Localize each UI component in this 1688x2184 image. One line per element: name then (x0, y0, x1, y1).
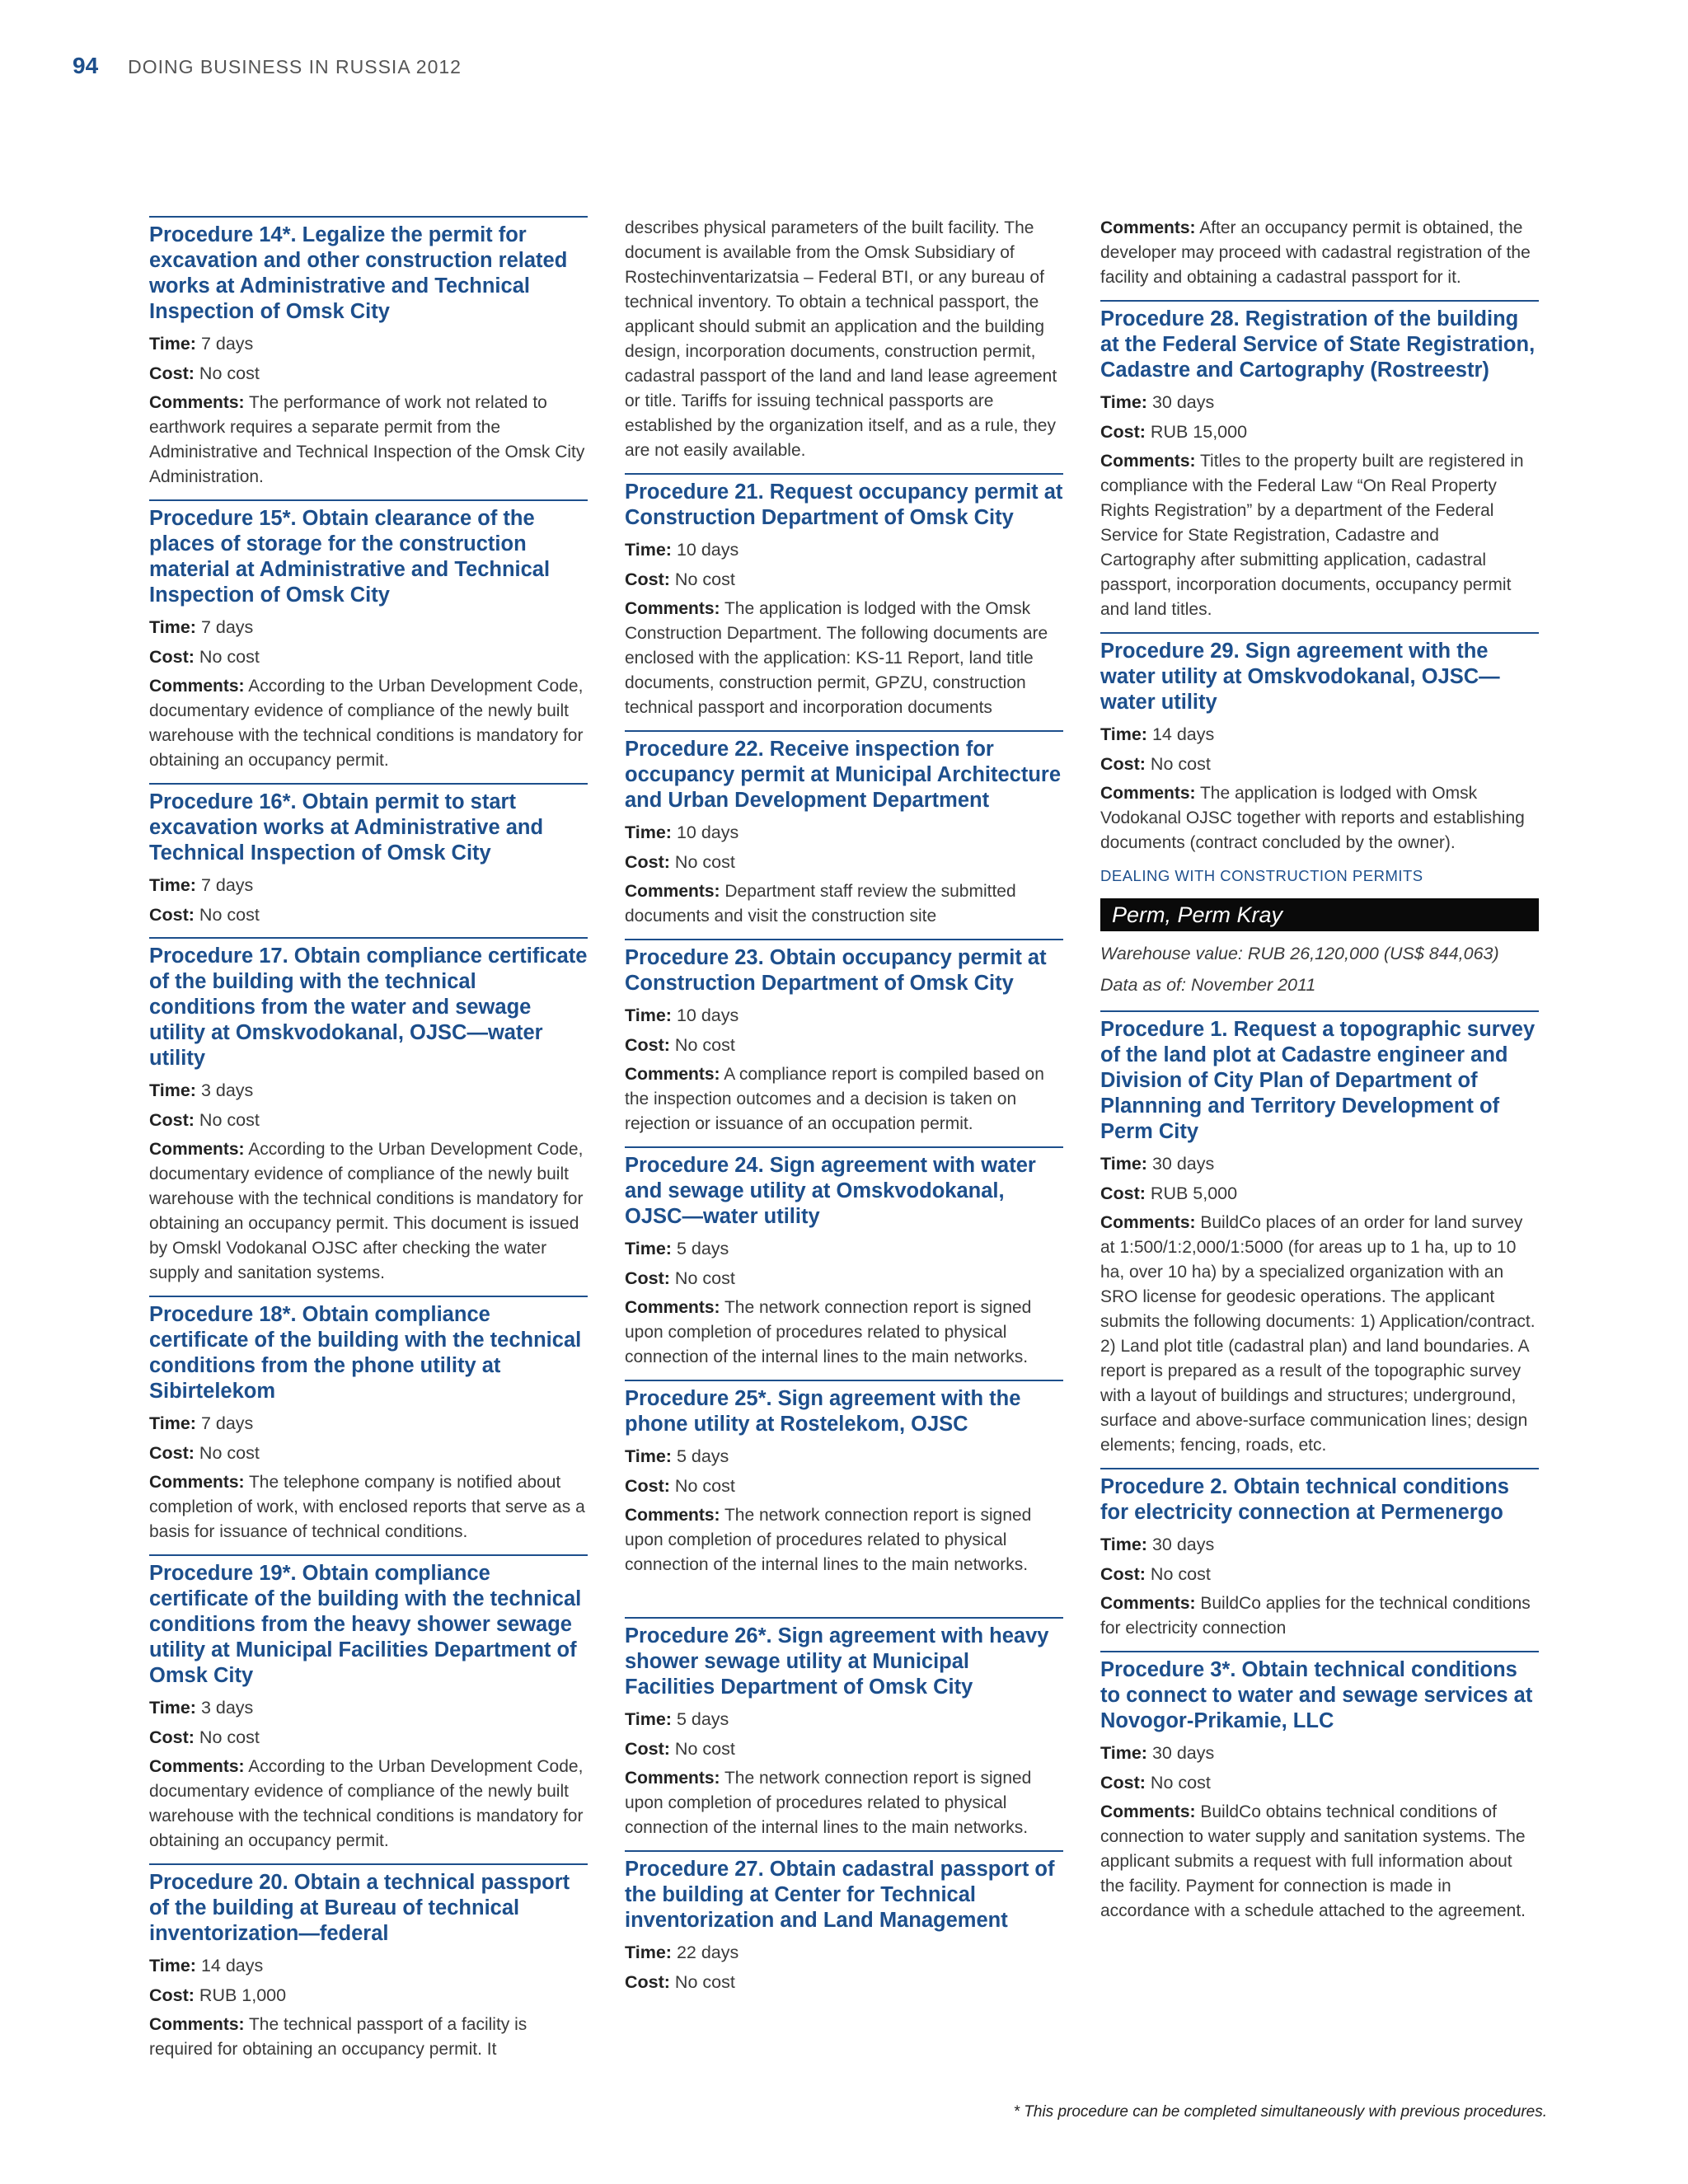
procedure-time-label: Time: (1100, 1154, 1147, 1174)
procedure-title: Procedure 27. Obtain cadastral passport of the building at Center for Technical inventorization and Land Management (625, 1858, 1055, 1932)
procedure-cost-label: Cost: (149, 905, 195, 925)
procedure-comments-label: Comments: (1100, 784, 1196, 803)
procedure-cost-value: No cost (674, 1476, 735, 1496)
procedure-comments-value: According to the Urban Development Code, documentary evidence of compliance of the newly built warehouse with the technical conditions is mandatory for obtaining an occupancy permit. (149, 677, 584, 770)
procedure-comments (1100, 781, 1539, 855)
procedure-time-label: Time: (625, 1239, 672, 1258)
procedure-cost (149, 644, 588, 669)
procedure-time-value: 14 days (1151, 724, 1215, 744)
procedure-comments-label: Comments: (1100, 452, 1196, 471)
procedure-block (625, 473, 1063, 720)
procedure-cost-value: No cost (674, 1035, 735, 1055)
procedure-block (625, 1617, 1063, 1840)
procedure-time (149, 1411, 588, 1436)
procedure-comments (1100, 1211, 1539, 1458)
procedure-block (1100, 632, 1539, 855)
procedure-comments (149, 1137, 588, 1286)
procedure-time-label: Time: (625, 1943, 672, 1962)
procedure-cost (1100, 752, 1539, 776)
procedure-cost-value: No cost (674, 1268, 735, 1288)
procedure-time (625, 537, 1063, 562)
comments-label: Comments: (1100, 218, 1196, 237)
procedure-time-value: 5 days (676, 1239, 729, 1258)
procedure-time (149, 331, 588, 356)
procedure-comments (625, 1062, 1063, 1137)
data-as-of: Data as of: November 2011 (1100, 975, 1316, 995)
procedure-comments (1100, 1591, 1539, 1641)
column-2 (625, 216, 1063, 2004)
procedure-block (149, 216, 588, 490)
footnote: * This procedure can be completed simultaneously with previous procedures. (1013, 2103, 1547, 2121)
procedure-comments (625, 1296, 1063, 1370)
procedure-comments-label: Comments: (1100, 1213, 1196, 1232)
procedure-cost-label: Cost: (149, 1985, 195, 2005)
procedure-cost-label: Cost: (1100, 1183, 1146, 1203)
procedure-block (149, 783, 588, 927)
procedure-cost-label: Cost: (1100, 1564, 1146, 1584)
procedure-title: Procedure 22. Receive inspection for occupancy permit at Municipal Architecture and Urban Development Department (625, 738, 1062, 812)
procedure-cost-label: Cost: (1100, 422, 1146, 442)
procedure-comments-label: Comments: (625, 1065, 720, 1084)
procedure-cost-value: No cost (199, 1727, 260, 1747)
procedure-comments-value: The network connection report is signed upon completion of procedures related to physical connection of the internal lines to the main networks. (625, 1506, 1032, 1574)
procedure-time-value: 7 days (200, 617, 254, 637)
procedure-time (149, 1953, 588, 1978)
warehouse-value: Warehouse value: RUB 26,120,000 (US$ 844,063) (1100, 944, 1499, 963)
procedure-cost-value: No cost (199, 1110, 260, 1130)
procedure-title: Procedure 26*. Sign agreement with heavy shower sewage utility at Municipal Facilities Department of Omsk City (625, 1624, 1049, 1699)
procedure-time-label: Time: (1100, 1743, 1147, 1763)
procedure-cost-value: No cost (674, 569, 735, 589)
procedure-comments-value: The network connection report is signed upon completion of procedures related to physical connection of the internal lines to the main networks. (625, 1298, 1032, 1366)
procedure-cost-label: Cost: (149, 363, 195, 383)
procedure-title: Procedure 25*. Sign agreement with the phone utility at Rostelekom, OJSC (625, 1387, 1021, 1436)
procedure-title: Procedure 18*. Obtain compliance certificate of the building with the technical conditions from the phone utility at Sibirtelekom (149, 1303, 582, 1403)
procedure-cost-value: No cost (199, 647, 260, 667)
column-1 (149, 216, 588, 2072)
procedure-cost (625, 1970, 1063, 1994)
procedure-time-label: Time: (149, 1698, 196, 1718)
procedure-time-label: Time: (149, 617, 196, 637)
procedure-time (625, 820, 1063, 845)
procedure-block (625, 1850, 1063, 1994)
procedure-comments (625, 879, 1063, 929)
procedure-block (625, 1146, 1063, 1370)
procedure-cost-value: RUB 1,000 (199, 1985, 287, 2005)
procedure-time (625, 1236, 1063, 1261)
procedure-time-value: 7 days (200, 1413, 254, 1433)
continued-comments (1100, 216, 1539, 290)
procedure-time-value: 30 days (1151, 1743, 1215, 1763)
procedure-title: Procedure 1. Request a topographic survey of the land plot at Cadastre engineer and Division of City Plan of Department of Plannning and Territory Development of Perm City (1100, 1018, 1536, 1143)
procedure-comments-label: Comments: (1100, 1802, 1196, 1821)
procedure-time-value: 10 days (676, 823, 739, 842)
procedure-block (625, 730, 1063, 929)
procedure-time-label: Time: (625, 1446, 672, 1466)
procedure-cost (149, 1441, 588, 1465)
procedure-comments-label: Comments: (149, 1473, 245, 1492)
procedure-cost-label: Cost: (625, 1035, 670, 1055)
column-gap (625, 1587, 1063, 1617)
procedure-comments-label: Comments: (625, 1506, 720, 1525)
procedure-cost-value: No cost (1150, 1773, 1211, 1793)
procedure-time (625, 1444, 1063, 1469)
procedure-title: Procedure 21. Request occupancy permit at Construction Department of Omsk City (625, 480, 1063, 529)
procedure-block (625, 1380, 1063, 1577)
procedure-cost-value: RUB 15,000 (1150, 422, 1248, 442)
procedure-cost (625, 1736, 1063, 1761)
procedure-block (1100, 1010, 1539, 1458)
procedure-block (149, 937, 588, 1286)
procedure-time-label: Time: (149, 334, 196, 354)
procedure-comments-value: The performance of work not related to earthwork requires a separate permit from the Administrative and Technical Inspection of the Omsk City Administration. (149, 393, 585, 486)
procedure-cost (625, 1033, 1063, 1057)
procedure-cost-label: Cost: (149, 647, 195, 667)
procedure-comments-value: Titles to the property built are registered in compliance with the Federal Law “On Real Property Rights Registration” by a department of the Federal Service for State Registration, Cadastre and Cartography after submitting application, cadastral passport, incorporation documents, occupancy permit and land titles. (1100, 452, 1524, 619)
procedure-cost-label: Cost: (625, 569, 670, 589)
procedure-time-value: 30 days (1151, 392, 1215, 412)
procedure-comments-label: Comments: (625, 1769, 720, 1788)
procedure-comments-value: BuildCo applies for the technical conditions for electricity connection (1100, 1594, 1531, 1638)
procedure-time (625, 1940, 1063, 1965)
procedure-cost-value: RUB 5,000 (1150, 1183, 1238, 1203)
procedure-title: Procedure 3*. Obtain technical conditions to connect to water and sewage services at Novogor-Prikamie, LLC (1100, 1658, 1533, 1732)
procedure-time (149, 1078, 588, 1103)
procedure-time (1100, 390, 1539, 415)
procedure-title: Procedure 15*. Obtain clearance of the places of storage for the construction material at Administrative and Technical Inspection of Omsk City (149, 507, 551, 607)
page-number: 94 (73, 53, 99, 78)
procedure-title: Procedure 14*. Legalize the permit for excavation and other construction related works at Administrative and Technical Inspection of Omsk City (149, 223, 568, 323)
city-banner: Perm, Perm Kray (1100, 898, 1539, 931)
procedure-cost-label: Cost: (149, 1443, 195, 1463)
procedure-block (149, 1296, 588, 1544)
procedure-cost-value: No cost (1150, 1564, 1211, 1584)
procedure-time (1100, 722, 1539, 747)
procedure-time (1100, 1741, 1539, 1765)
procedure-time (625, 1707, 1063, 1732)
procedure-title: Procedure 28. Registration of the building at the Federal Service of State Registration, Cadastre and Cartography (Rostreestr) (1100, 307, 1536, 382)
procedure-time-label: Time: (1100, 392, 1147, 412)
procedure-comments-label: Comments: (149, 1140, 245, 1159)
procedure-time-value: 5 days (676, 1446, 729, 1466)
procedure-cost-value: No cost (674, 1972, 735, 1992)
column-3 (1100, 216, 1539, 1933)
procedure-cost (1100, 1181, 1539, 1206)
procedure-block (149, 1554, 588, 1854)
procedure-cost-value: No cost (674, 852, 735, 872)
procedure-cost-label: Cost: (625, 852, 670, 872)
procedure-title: Procedure 24. Sign agreement with water and sewage utility at Omskvodokanal, OJSC—water utility (625, 1154, 1036, 1228)
procedure-cost (149, 1725, 588, 1750)
procedure-title: Procedure 19*. Obtain compliance certificate of the building with the technical conditions from the heavy shower sewage utility at Municipal Facilities Department of Omsk City (149, 1562, 582, 1687)
procedure-cost-value: No cost (1150, 754, 1211, 774)
procedure-time (1100, 1151, 1539, 1176)
procedure-cost-label: Cost: (625, 1972, 670, 1992)
procedure-comments-label: Comments: (149, 1757, 245, 1776)
procedure-cost (625, 567, 1063, 592)
procedure-cost-value: No cost (199, 363, 260, 383)
procedure-comments-value: A compliance report is compiled based on the inspection outcomes and a decision is taken on rejection or issuance of an occupation permit. (625, 1065, 1044, 1133)
procedure-comments-value: BuildCo obtains technical conditions of connection to water supply and sanitation systems. The applicant submits a request with full information about the facility. Payment for connection is made in accordance with a schedule attached to the agreement. (1100, 1802, 1526, 1920)
procedure-time (149, 873, 588, 898)
procedure-cost-label: Cost: (625, 1268, 670, 1288)
procedure-block (1100, 300, 1539, 622)
procedure-time-value: 30 days (1151, 1535, 1215, 1554)
procedure-cost-label: Cost: (1100, 754, 1146, 774)
procedure-comments-value: The application is lodged with the Omsk Construction Department. The following documents are enclosed with the application: KS-11 Report, land title documents, construction permit, GPZU, construction technical passport and incorporation documents (625, 599, 1048, 717)
procedure-comments-value: Department staff review the submitted documents and visit the construction site (625, 882, 1016, 926)
procedure-comments-value: The application is lodged with Omsk Vodokanal OJSC together with reports and establishing documents (contract concluded by the owner). (1100, 784, 1525, 852)
running-title: DOING BUSINESS IN RUSSIA 2012 (128, 56, 462, 77)
procedure-cost (625, 1266, 1063, 1291)
procedure-cost (149, 361, 588, 386)
procedure-time-label: Time: (625, 1709, 672, 1729)
procedure-cost-value: No cost (199, 905, 260, 925)
procedure-cost-label: Cost: (625, 1739, 670, 1759)
procedure-time (149, 1695, 588, 1720)
procedure-comments (149, 674, 588, 773)
procedure-time-label: Time: (149, 1413, 196, 1433)
procedure-time-label: Time: (625, 1005, 672, 1025)
procedure-time-label: Time: (625, 540, 672, 560)
procedure-time-value: 30 days (1151, 1154, 1215, 1174)
procedure-comments-value: According to the Urban Development Code, documentary evidence of compliance of the newly built warehouse with the technical conditions is mandatory for obtaining an occupancy permit. This document is issued by Omskl Vodokanal OJSC after checking the water supply and sanitation systems. (149, 1140, 584, 1282)
procedure-block (625, 939, 1063, 1137)
procedure-block (1100, 1468, 1539, 1641)
procedure-comments (149, 1755, 588, 1854)
procedure-time-label: Time: (149, 1956, 196, 1975)
procedure-cost-label: Cost: (625, 1476, 670, 1496)
procedure-comments-label: Comments: (625, 882, 720, 901)
procedure-comments (625, 1766, 1063, 1840)
procedure-comments-label: Comments: (625, 599, 720, 618)
procedure-comments (1100, 1800, 1539, 1924)
procedure-cost-value: No cost (199, 1443, 260, 1463)
procedure-cost-label: Cost: (1100, 1773, 1146, 1793)
procedure-time-label: Time: (625, 823, 672, 842)
procedure-comments-value: The technical passport of a facility is required for obtaining an occupancy permit. It (149, 2015, 528, 2059)
section-label: DEALING WITH CONSTRUCTION PERMITS (1100, 867, 1423, 884)
procedure-title: Procedure 20. Obtain a technical passport of the building at Bureau of technical inventorization—federal (149, 1871, 570, 1945)
procedure-comments (149, 2013, 588, 2062)
procedure-time (625, 1003, 1063, 1028)
procedure-time-label: Time: (1100, 724, 1147, 744)
procedure-time-label: Time: (149, 1080, 196, 1100)
procedure-comments-value: The network connection report is signed upon completion of procedures related to physical connection of the internal lines to the main networks. (625, 1769, 1032, 1837)
procedure-comments-label: Comments: (149, 677, 245, 696)
procedure-comments-value: BuildCo places of an order for land survey at 1:500/1:2,000/1:5000 (for areas up to 1 ha, up to 10 ha, over 10 ha) by a specialized organization with an SRO license for geodesic operations. The applicant submits the following documents: 1) Application/contract. 2) Land plot title (cadastral plan) and land boundaries. A report is prepared as a result of the topographic survey with a layout of buildings and structures; underground, surface and above-surface communication lines; design elements; fencing, roads, etc. (1100, 1213, 1536, 1455)
procedure-title: Procedure 23. Obtain occupancy permit at Construction Department of Omsk City (625, 946, 1047, 995)
procedure-time-value: 5 days (676, 1709, 729, 1729)
procedure-title: Procedure 16*. Obtain permit to start excavation works at Administrative and Technical Inspection of Omsk City (149, 790, 544, 865)
procedure-time-label: Time: (1100, 1535, 1147, 1554)
procedure-cost-label: Cost: (149, 1110, 195, 1130)
procedure-comments (149, 1470, 588, 1544)
procedure-comments (1100, 449, 1539, 622)
procedure-time-value: 10 days (676, 1005, 739, 1025)
procedure-cost (149, 1108, 588, 1132)
procedure-comments (625, 1503, 1063, 1577)
procedure-cost (149, 902, 588, 927)
procedure-cost-value: No cost (674, 1739, 735, 1759)
procedure-cost (1100, 1562, 1539, 1586)
page-header (73, 53, 462, 82)
continued-text: After an occupancy permit is obtained, the developer may proceed with cadastral registration of the facility and obtaining a cadastral passport for it. (1100, 218, 1531, 287)
continued-text: describes physical parameters of the built facility. The document is available from the Omsk Subsidiary of Rostechinventarizatsia – Federal BTI, or any bureau of technical inventory. To obtain a technical passport, the applicant should submit an application and the building design, incorporation documents, construction permit, cadastral passport of the land and land lease agreement or title. Tariffs for issuing technical passports are established by the organization itself, and as a rule, they are not easily available. (625, 218, 1057, 460)
procedure-comments (149, 391, 588, 490)
procedure-title: Procedure 29. Sign agreement with the water utility at Omskvodokanal, OJSC—water utility (1100, 640, 1500, 714)
procedure-cost (1100, 419, 1539, 444)
procedure-cost (625, 1474, 1063, 1498)
procedure-comments-label: Comments: (1100, 1594, 1196, 1613)
procedure-time-value: 7 days (200, 334, 254, 354)
procedure-time-value: 10 days (676, 540, 739, 560)
procedure-comments (625, 597, 1063, 720)
procedure-time-value: 3 days (200, 1698, 254, 1718)
procedure-block (149, 499, 588, 773)
procedure-comments-label: Comments: (625, 1298, 720, 1317)
procedure-comments-value: According to the Urban Development Code, documentary evidence of compliance of the newly built warehouse with the technical conditions is mandatory for obtaining an occupancy permit. (149, 1757, 584, 1850)
procedure-time-value: 22 days (676, 1943, 739, 1962)
procedure-comments-value: The telephone company is notified about completion of work, with enclosed reports that serve as a basis for issuance of technical conditions. (149, 1473, 585, 1541)
procedure-title: Procedure 17. Obtain compliance certificate of the building with the technical conditions from the water and sewage utility at Omskvodokanal, OJSC—water utility (149, 944, 588, 1070)
procedure-cost (625, 850, 1063, 874)
procedure-time (1100, 1532, 1539, 1557)
procedure-cost (149, 1983, 588, 2008)
procedure-time (149, 615, 588, 640)
procedure-time-value: 7 days (200, 875, 254, 895)
procedure-time-value: 3 days (200, 1080, 254, 1100)
procedure-comments-label: Comments: (149, 2015, 245, 2034)
procedure-time-value: 14 days (200, 1956, 264, 1975)
procedure-cost-label: Cost: (149, 1727, 195, 1747)
procedure-block (149, 1863, 588, 2062)
procedure-title: Procedure 2. Obtain technical conditions for electricity connection at Permenergo (1100, 1475, 1509, 1524)
procedure-block (1100, 1651, 1539, 1924)
procedure-time-label: Time: (149, 875, 196, 895)
procedure-cost (1100, 1770, 1539, 1795)
procedure-comments-label: Comments: (149, 393, 245, 412)
